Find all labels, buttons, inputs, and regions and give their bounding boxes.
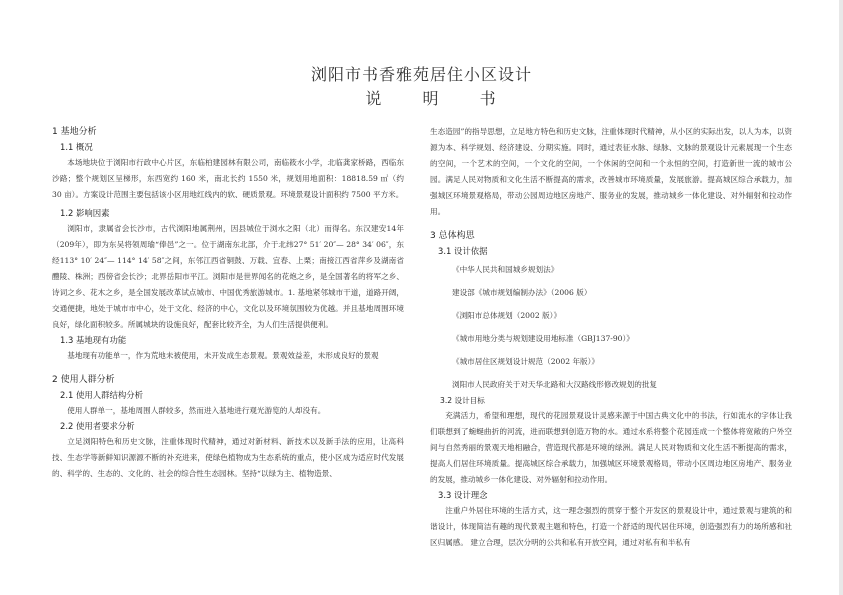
section-1-heading: 1 基地分析 [52, 127, 97, 137]
reference-item: 《城市用地分类与规划建设用地标准（GBJ137-90）》 [452, 334, 634, 343]
reference-item: 《浏阳市总体规划（2002 版）》 [452, 311, 562, 320]
page-edge [839, 0, 843, 595]
section-2-1-heading: 2.1 使用人群结构分析 [60, 390, 143, 400]
section-3-2-text: 充满活力，希望和理想，现代的花园景观设计灵感来源于中国古典文化中的书法，行如流水的字体让我们联想到了蜿蜒曲折的河流，进而联想到创造万物的水。通过水系将整个花园连成一个整体将宽敞的户外空间与自然秀丽的景观天地相融合，营造现代都是环境的绿洲。满足人民对物质和文化生活不断提高的需求，提高人们居住环境质量。提高城区综合承载力，加强城区环境景观格局，带动小区周边地区房地产、服务业的发展，推动城乡一体化建设、对外辐射和拉动作用。 [430, 411, 792, 484]
section-1-2-text: 浏阳市，隶属省会长沙市，古代浏阳地属荆州，因县城位于浏水之阳（北）而得名。东汉建安14年（209年），即为东吴将领周瑜“俸邑”之一。位于湖南东北部，介于北纬27° 51′ 20″— 28° 34′ 06″，东经113° 10′ 24″— 114° 14′ 58″之间，东邻江西省铜鼓、万载、宜春、上栗；南接江西省萍乡及湖南省醴陵、株洲；西傍省会长沙；北界岳阳市平江。浏阳市是世界闻名的花炮之乡，是全国著名的将军之乡、诗词之乡、花木之乡，是全国发展改革试点城市、中国优秀旅游城市。1. 基地紧邻城市干道，道路开阔，交通便捷，地处于城市市中心，处于文化、经济的中心，文化以及环境氛围较为优越。并且基地周围环境良好，绿化面积较多。所属城块的设施良好，配套比较齐全，为人们生活提供便利。 [52, 224, 404, 329]
section-2-2-heading: 2.2 使用者要求分析 [60, 421, 135, 431]
section-3-heading: 3 总体构思 [430, 231, 475, 241]
reference-item: 浏阳市人民政府关于对天华北路和大汉路线形修改规划的批复 [452, 380, 658, 389]
reference-item: 建设部《城市规划编制办法》（2006 版） [452, 288, 592, 297]
continued-text: 生态造园”的指导思想，立足地方特色和历史文脉，注重体现时代精神，从小区的实际出发，以人为本，以资源为本、科学规划、经济建设、分期实施。同时，通过表征水脉、绿脉、文脉的景观设计元素展现一个生态的空间，一个艺术的空间，一个文化的空间，一个休闲的空间和一个永恒的空间，打造新世一流的城市公园。满足人民对物质和文化生活不断提高的需求，改善城市环境质量，发展旅游。提高城区综合承载力，加强城区环境景观格局，带动公园周边地区房地产、服务业的发展，推动城乡一体化建设、对外辐射和拉动作用。 [430, 127, 792, 216]
section-2-2-text: 立足浏阳特色和历史文脉，注重体现时代精神，通过对新材料、新技术以及新手法的应用，让高科技、生态学等新鲜知识源源不断的补充进来，使绿色植物成为生态系统的重点，使小区成为适应时代发展的、科学的、生态的、文化的、社会的综合性生态园林。坚持“以绿为主、植物造景、 [52, 437, 404, 478]
reference-item: 《中华人民共和国城乡规划法》 [452, 265, 559, 274]
section-3-3-heading: 3.3 设计理念 [438, 490, 488, 500]
section-1-1-text: 本场地块位于浏阳市行政中心片区，东临柏建园林有限公司，南临筱水小学，北临龚家桥路，西临东沙路；整个规划区呈梯形，东西宽约 160 米，南北长约 1550 米，规划用地面积：18818.59 ㎡（约 30 亩）。方案设计范围主要包括该小区用地红线内的软、硬质景观。环境景观设计面积约 7500 平方米。 [52, 158, 404, 199]
section-2-1-text: 使用人群单一，基地周围人群较多，然而进入基地进行观光游览的人却没有。 [67, 406, 326, 415]
section-3-1-heading: 3.1 设计依据 [438, 246, 488, 256]
section-3-3-text: 注重户外居住环境的生活方式，这一理念强烈的贯穿于整个开发区的景观设计中，通过景观与建筑的和谐设计，体现简洁有趣的现代景观主题和特色，打造一个舒适的现代居住环境，创造强烈有力的场所感和社区归属感。 建立合理，层次分明的公共和私有开放空间，通过对私有和半私有 [430, 506, 792, 547]
section-1-2-heading: 1.2 影响因素 [60, 208, 110, 218]
left-column [52, 124, 404, 482]
section-1-3-text: 基地现有功能单一，作为荒地未被使用，未开发成生态景观。景观效益差，未形成良好的景观 [67, 351, 379, 360]
right-column [430, 124, 792, 551]
document-subtitle: 说 明 书 [365, 89, 514, 108]
reference-item: 《城市居住区规划设计规范（2002 年版）》 [452, 357, 600, 366]
section-2-heading: 2 使用人群分析 [52, 375, 115, 385]
section-3-2-heading: 3.2 设计目标 [440, 396, 485, 405]
section-1-3-heading: 1.3 基地现有功能 [60, 335, 127, 345]
document-title: 浏阳市书香雅苑居住小区设计 [310, 65, 532, 84]
section-1-1-heading: 1.1 概况 [60, 142, 93, 152]
